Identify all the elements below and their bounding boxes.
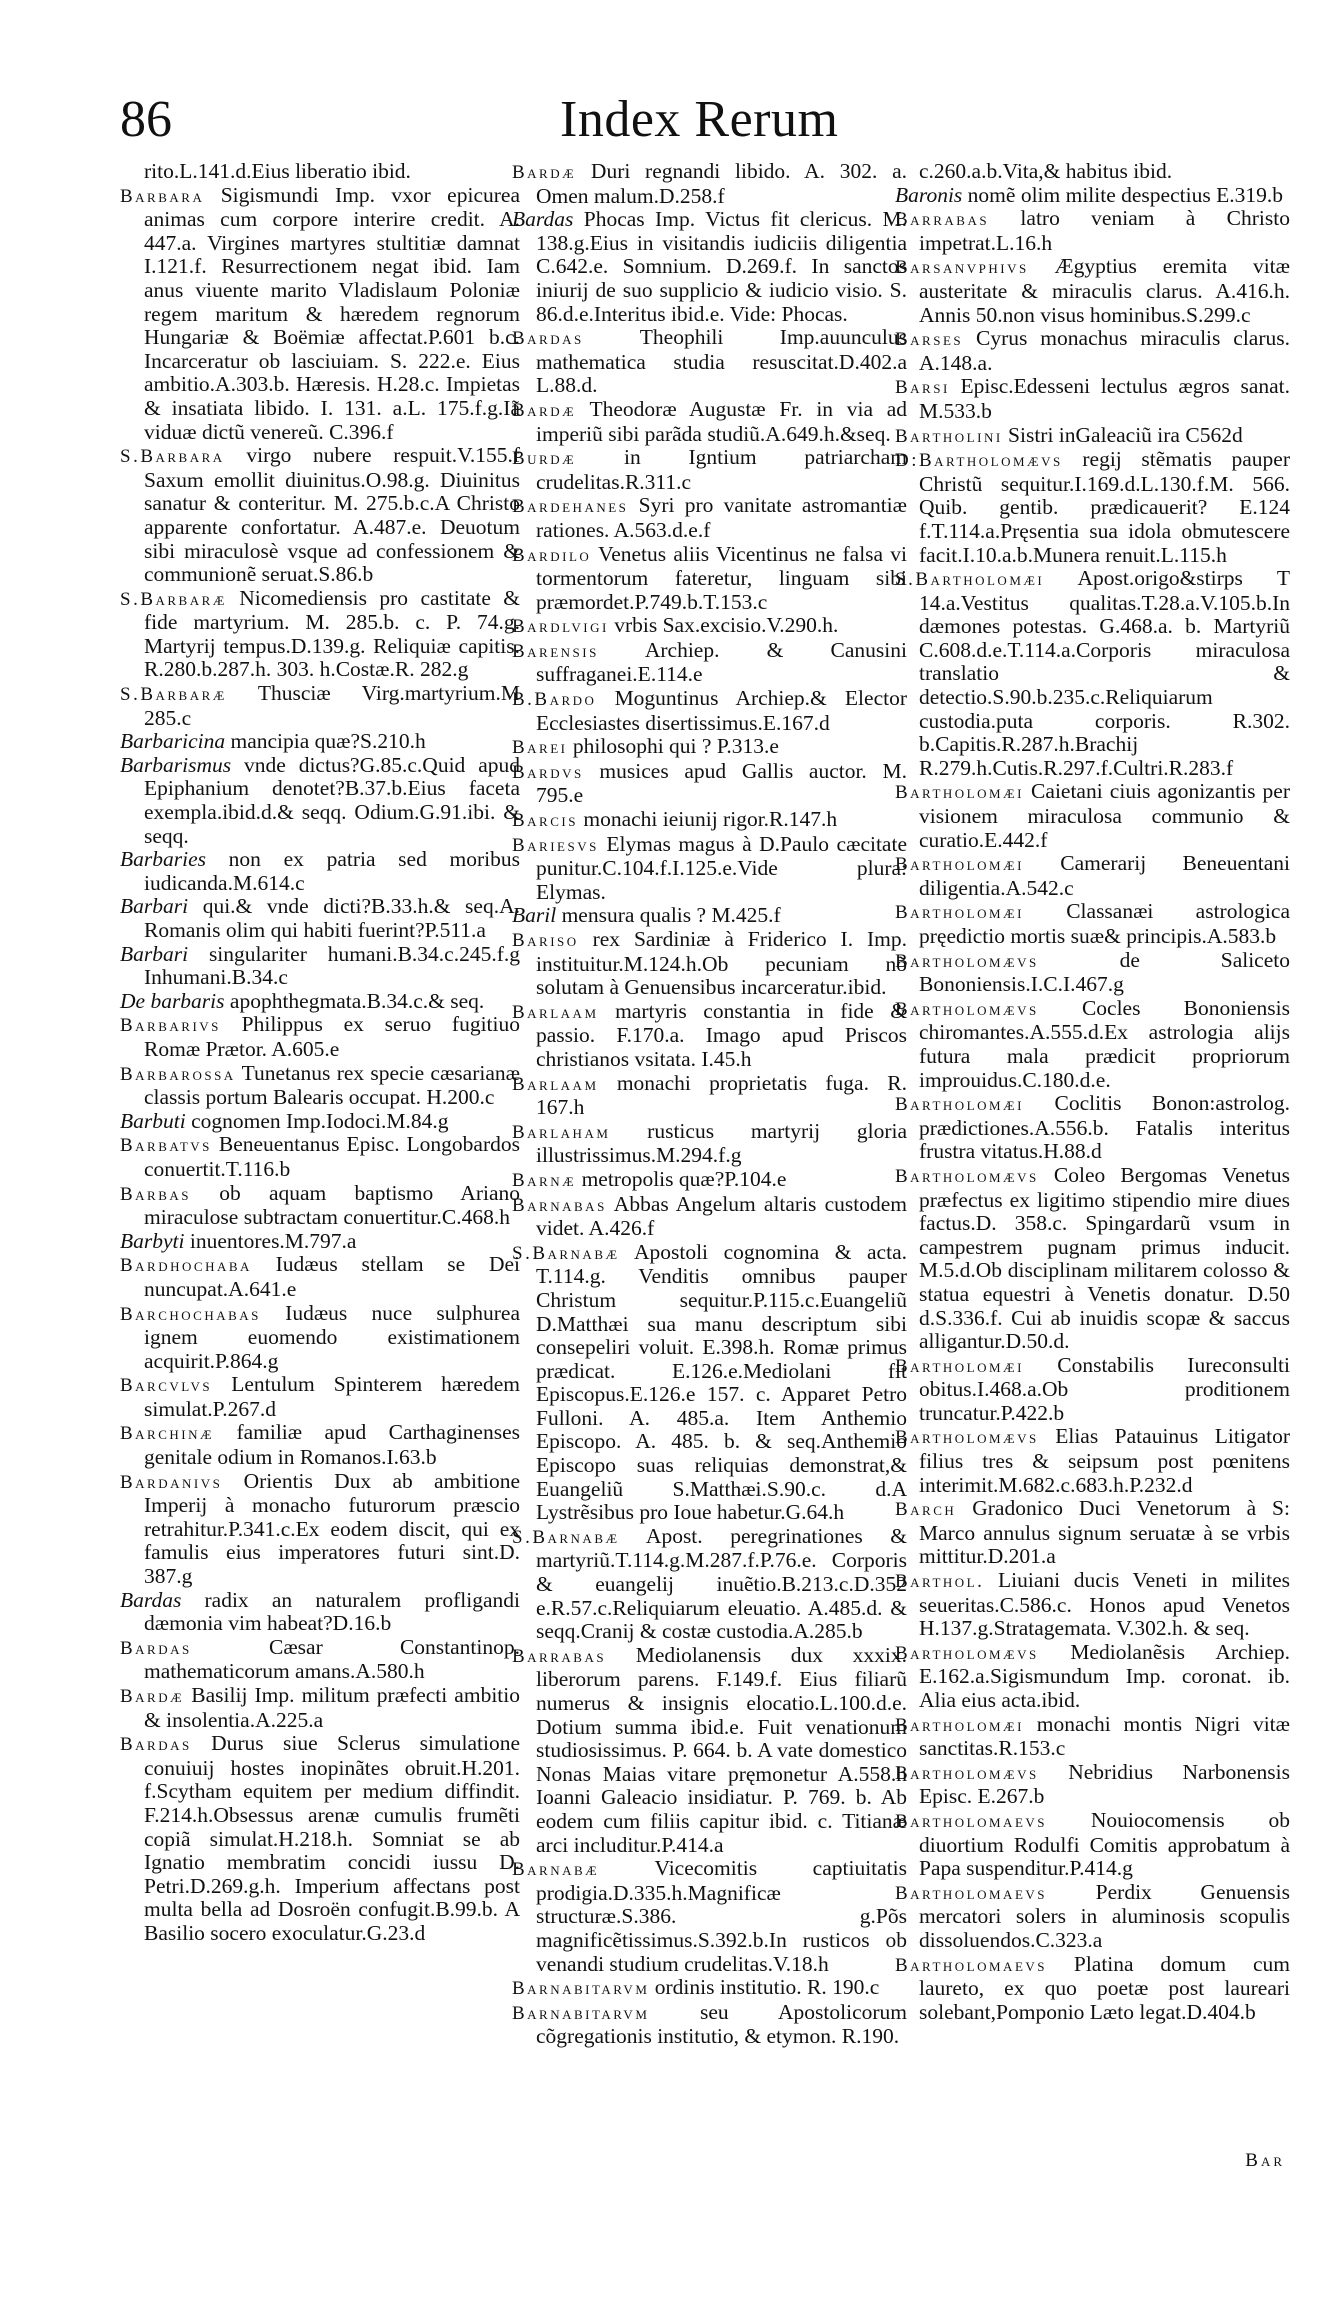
index-entry xyxy=(120,444,520,587)
entry-text: Nicomediensis pro castitate & fide martyrium. M. 285.b. c. P. 74.g. Martyrij tempus.D.139.g. Reliquiæ capitis. R.280.b.287.h. 303. h.Costæ.R. 282.g xyxy=(144,585,520,682)
entry-headword: Burdæ xyxy=(512,448,577,470)
index-entry xyxy=(120,1253,520,1301)
entry-text: cognomen Imp.Iodoci.M.84.g xyxy=(185,1108,449,1133)
entry-text: inuentores.M.797.a xyxy=(184,1228,357,1253)
entry-headword: Bartholomæi xyxy=(895,902,1024,924)
entry-text: Apostoli cognomina & acta. T.114.g. Venditis omnibus pauper Christum sequitur.P.115.c.Euangeliũ D.Matthæi sua manu descriptum sibi consepeliri voluit. E.398.h. Romæ primus prædicat. E.126.e.Mediolani fit Episcopus.E.126.e 157. c. Apparet Petro Fulloni. A. 485.a. Item Anthemio Episcopo. A. 485. b. & seq.Anthemio Episcopo suas reliquias demonstrat,& Euangeliũ S.Matthæi.S.90.c. d.A Lystrẽsibus pro Ioue habetur.G.64.h xyxy=(536,1239,907,1525)
entry-text: Classanæi astrologica pręedictio mortis suæ& principis.A.583.b xyxy=(919,899,1290,948)
entry-headword: Bardas xyxy=(120,1637,192,1659)
index-entry xyxy=(895,424,1290,449)
entry-headword: Barch xyxy=(895,1499,957,1521)
entry-headword: S.Barbaræ xyxy=(120,684,227,706)
entry-headword: Bartholomæi xyxy=(895,1714,1024,1736)
entry-text: Cyrus monachus miraculis clarus. A.148.a. xyxy=(919,326,1290,375)
index-entry xyxy=(512,1644,907,1857)
entry-text: Phocas Imp. Victus fit clericus. M. 138.g.Eius in visitandis iudiciis diligentia C.642.e. Somnium. D.269.f. In sanctos iniurij de suo supplicio & iudicio visio. S. 86.d.e.Interitus ibid.e. Vide: Phocas. xyxy=(536,207,907,326)
index-entry xyxy=(895,949,1290,997)
entry-text: de Saliceto Bononiensis.I.C.I.467.g xyxy=(919,947,1290,997)
entry-text: qui.& vnde dicti?B.33.h.& seq.A. Romanis olim qui habiti fuerint?P.511.a xyxy=(144,894,520,942)
entry-headword: S.Barnabæ xyxy=(512,1526,620,1548)
index-entry xyxy=(512,398,907,446)
entry-headword: Barcvlvs xyxy=(120,1375,213,1397)
entry-text: rex Sardiniæ à Friderico I. Imp. instituitur.M.124.h.Ob pecuniam nõ solutam à Genuensibus incarceratur.ibid. xyxy=(536,927,907,1000)
entry-text: in Igntium patriarcham crudelitas.R.311.c xyxy=(536,445,907,494)
entry-text: Venetus aliis Vicentinus ne falsa vi tormentorum fateretur, linguam sibi præmordet.P.749.b.T.153.c xyxy=(536,541,907,614)
index-entry xyxy=(120,1589,520,1636)
index-entry xyxy=(512,1072,907,1120)
entry-text: musices apud Gallis auctor. M. 795.e xyxy=(536,758,907,808)
index-entry xyxy=(512,160,907,208)
entry-text: Duri regnandi libido. A. 302. a. Omen malum.D.258.f xyxy=(536,159,907,208)
index-entry xyxy=(512,1168,907,1193)
index-column-right xyxy=(895,160,1290,2024)
index-entry xyxy=(120,682,520,730)
entry-text: monachi proprietatis fuga. R. 167.h xyxy=(536,1070,907,1120)
entry-headword: Bartholomævs xyxy=(895,1642,1039,1664)
entry-text: Beneuentanus Episc. Longobardos conuertit.T.116.b xyxy=(144,1132,520,1181)
entry-text: Platina domum cum laureto, ex quo poetæ post laureari solebant,Pomponio Læto legat.D.404.b xyxy=(919,1951,1290,2024)
entry-text: Caietani ciuis agonizantis per visionem miraculosa communio & curatio.E.442.f xyxy=(919,779,1290,852)
entry-headword: Barrabas xyxy=(512,1645,607,1667)
index-entry xyxy=(120,895,520,942)
entry-text: Cocles Bononiensis chiromantes.A.555.d.Ex astrologia alijs futura mala prædicit propriorum improuidus.C.180.d.e. xyxy=(919,995,1290,1092)
entry-headword: Barbarismus xyxy=(120,752,232,777)
entry-text: virgo nubere respuit.V.155.f Saxum emollit diuinitus.O.98.g. Diuinitus sanatur & conteritur. M. 275.b.c.A Christo apparente confortatur. A.487.e. Deuotum sibi miraculosè vsque ad confessionem & communionẽ seruat.S.86.b xyxy=(144,443,520,587)
entry-text: Theodoræ Augustæ Fr. in via ad imperiũ sibi parãda studiũ.A.649.h.&seq. xyxy=(536,396,907,446)
entry-text: Sigismundi Imp. vxor epicurea animas cum corpore interire credit. A. 447.a. Virgines martyres stultitiæ damnat I.121.f. Resurrectionem negat ibid. Iam anus viuente marito Vladislaum Poloniæ regem maritum & hæredem regnorum Hungariæ & Boëmiæ affectat.P.601 b.c. Incarceratur ob lasciuiam. S. 222.e. Eius ambitio.A.303.b. Hæresis. H.28.c. Impietas & insatiata libido. I. 131. a.L. 175.f.g.Iã viduæ dictũ venereũ. C.396.f xyxy=(144,182,520,444)
entry-headword: Bartholomævs xyxy=(895,950,1039,972)
entry-headword: Barbaricina xyxy=(120,729,226,754)
index-entry xyxy=(120,184,520,445)
entry-headword: Bardlvigi xyxy=(512,616,609,638)
entry-text: apophthegmata.B.34.c.& seq. xyxy=(224,988,485,1013)
index-entry xyxy=(512,833,907,905)
entry-headword: Bariesvs xyxy=(512,834,599,856)
entry-headword: Bardas xyxy=(512,328,584,350)
entry-headword: Bartholomaevs xyxy=(895,1810,1048,1832)
entry-text: mancipia quæ?S.210.h xyxy=(225,729,426,754)
index-entry xyxy=(120,1732,520,1945)
entry-text: Vicecomitis captiuitatis prodigia.D.335.h.Magnificæ structuræ.S.386. g.Põs magnificẽtissimus.S.392.b.In rusticos ob venandi studium crudelitas.V.18.h xyxy=(536,1856,907,1976)
entry-headword: De barbaris xyxy=(120,988,225,1013)
entry-text: latro veniam à Christo impetrat.L.16.h xyxy=(919,206,1290,255)
entry-headword: Barbatvs xyxy=(120,1135,212,1157)
entry-headword: Bartholomaevs xyxy=(895,1954,1048,1976)
index-column-middle xyxy=(512,160,907,2049)
entry-headword: Barnæ xyxy=(512,1169,577,1191)
entry-headword: Barchinæ xyxy=(120,1423,215,1445)
index-entry xyxy=(512,928,907,1000)
index-entry xyxy=(895,184,1290,208)
entry-headword: Barses xyxy=(895,329,964,351)
index-entry xyxy=(895,1809,1290,1881)
entry-headword: S.Barnabæ xyxy=(512,1242,620,1264)
entry-text: rito.L.141.d.Eius liberatio ibid. xyxy=(144,159,411,183)
index-entry xyxy=(895,1953,1290,2025)
entry-text: Ægyptius eremita vitæ austeritate & miraculis clarus. A.416.h. Annis 50.non visus hominibus.S.299.c xyxy=(919,254,1290,327)
entry-headword: Barchochabas xyxy=(120,1303,261,1325)
index-entry xyxy=(120,1421,520,1469)
index-entry xyxy=(120,160,520,184)
entry-text: radix an naturalem profligandi dæmonia vim habeat?D.16.b xyxy=(144,1587,520,1636)
entry-headword: Barbyti xyxy=(120,1228,185,1253)
entry-headword: Barbuti xyxy=(120,1108,186,1133)
entry-headword: Barcis xyxy=(512,810,578,832)
index-entry xyxy=(512,326,907,398)
index-entry xyxy=(120,1373,520,1421)
index-entry xyxy=(120,754,520,848)
index-entry xyxy=(120,1230,520,1254)
entry-headword: Barbaries xyxy=(120,847,206,872)
index-entry xyxy=(895,780,1290,852)
index-entry xyxy=(895,997,1290,1092)
running-head-title: Index Rerum xyxy=(560,91,839,148)
entry-text: Iudæus nuce sulphurea ignem euomendo existimationem acquirit.P.864.g xyxy=(144,1300,520,1373)
entry-headword: Bardas xyxy=(120,1734,192,1756)
index-entry xyxy=(895,255,1290,327)
entry-headword: Barlaham xyxy=(512,1121,611,1143)
index-entry xyxy=(512,1857,907,1976)
entry-text: Elymas magus à D.Paulo cæcitate punitur.C.104.f.I.125.e.Vide plura: Elymas. xyxy=(536,831,907,904)
entry-headword: Barsanvphivs xyxy=(895,257,1029,279)
entry-text: ob aquam baptismo Ariano miraculose subtractam conuertitur.C.468.h xyxy=(144,1180,520,1230)
index-entry xyxy=(895,567,1290,780)
entry-headword: Bardas xyxy=(512,207,574,232)
entry-text: c.260.a.b.Vita,& habitus ibid. xyxy=(919,159,1173,183)
index-entry xyxy=(512,446,907,494)
index-entry xyxy=(120,1062,520,1110)
entry-text: Liuiani ducis Veneti in milites seueritas.C.586.c. Honos apud Venetos H.137.g.Stratagemata. V.302.h. & seq. xyxy=(919,1568,1290,1641)
index-entry xyxy=(512,2001,907,2049)
index-entry xyxy=(120,587,520,682)
entry-headword: Bartholomaevs xyxy=(895,1882,1048,1904)
entry-text: Elias Patauinus Litigator filius tres & seipsum post pœnitens interimit.M.682.c.683.h.P.232.d xyxy=(919,1424,1290,1497)
entry-headword: Baril xyxy=(512,903,557,928)
entry-text: Iudæus stellam se Dei nuncupat.A.641.e xyxy=(144,1252,520,1301)
index-entry xyxy=(512,639,907,687)
entry-text: metropolis quæ?P.104.e xyxy=(576,1166,787,1191)
index-entry xyxy=(895,1092,1290,1164)
index-entry xyxy=(120,1302,520,1374)
entry-headword: Barbari xyxy=(120,941,189,966)
index-entry xyxy=(895,1164,1290,1354)
entry-headword: Bartholomæi xyxy=(895,854,1024,876)
index-entry xyxy=(895,1881,1290,1953)
entry-headword: Barbarossa xyxy=(120,1063,236,1085)
index-entry xyxy=(895,900,1290,948)
entry-text: ordinis institutio. R. 190.c xyxy=(649,1975,880,2000)
index-entry xyxy=(512,1525,907,1644)
index-entry xyxy=(512,1000,907,1072)
entry-text: Mediolanẽsis Archiep. E.162.a.Sigismundum Imp. coronat. ib. Alia eius acta.ibid. xyxy=(919,1639,1290,1712)
index-entry xyxy=(120,1133,520,1181)
entry-text: Basilij Imp. militum præfecti ambitio & insolentia.A.225.a xyxy=(144,1683,520,1732)
entry-text: vnde dictus?G.85.c.Quid apud Epiphanium denotet?B.37.b.Eius faceta exempla.ibid.d.& seqq. Odium.G.91.ibi. & seqq. xyxy=(144,752,520,848)
entry-headword: Bardilo xyxy=(512,544,592,566)
entry-text: Cæsar Constantinop. mathematicorum amans.A.580.h xyxy=(144,1634,520,1684)
entry-text: Philippus ex seruo fugitiuo Romæ Prætor. A.605.e xyxy=(144,1012,520,1061)
index-entry xyxy=(512,543,907,615)
entry-headword: Bardæ xyxy=(512,162,577,183)
index-entry xyxy=(895,1354,1290,1426)
entry-text: Lentulum Spinterem hæredem simulat.P.267.d xyxy=(144,1372,520,1421)
entry-text: Perdix Genuensis mercatori solers in aluminosis scopulis dissoluendos.C.323.a xyxy=(919,1879,1290,1952)
entry-text: Episc.Edesseni lectulus ægros sanat. M.533.b xyxy=(919,374,1290,423)
entry-text: regij stẽmatis pauper Christũ sequitur.I.169.d.L.130.f.M. 566. Quib. gentib. prædicauerit? E.124 f.T.114.a.Pręsentia sua idola obmutescere facit.I.10.a.b.Munera renuit.L.115.h xyxy=(919,447,1290,567)
index-entry xyxy=(895,1569,1290,1641)
entry-headword: Baronis xyxy=(895,182,963,207)
entry-headword: B.Bardo xyxy=(512,689,597,711)
entry-text: Syri pro vanitate astromantiæ rationes. A.563.d.e.f xyxy=(536,493,907,542)
index-entry xyxy=(120,1470,520,1589)
entry-text: Durus siue Sclerus simulatione conuiuij hostes inopinãtes obruit.H.201. f.Scytham equitem per medium diffindit. F.214.h.Obsessus arenæ cumulis frumẽti copiã simulat.H.218.h. Somniat se ab Ignatio membratim concidi iussu D. Petri.D.269.g.h. Imperium affectans post multa bella ad Dosroën confugit.B.99.b. A Basilio socero exoculatur.G.23.d xyxy=(144,1731,520,1945)
entry-headword: Bardas xyxy=(120,1587,182,1612)
catchword: Bar xyxy=(1245,2150,1285,2171)
entry-headword: Bartholomævs xyxy=(895,998,1039,1020)
index-entry xyxy=(512,1976,907,2001)
entry-text: Mediolanensis dux xxxix. liberorum parens. F.149.f. Eius filiarũ numerus & insignis elocatio.L.100.d.e. Dotium summa ibid.e. Fuit venationum studiosissimus. P. 664. b. A vate domestico Nonas Maias vitare pręmonetur A.558.h Ioanni Galeacio insidiatur. P. 769. b. Ab eodem cum filiis capitur ibid. c. Titianæ arci includitur.P.414.a xyxy=(536,1642,907,1857)
entry-text: Apost. peregrinationes & martyriũ.T.114.g.M.287.f.P.76.e. Corporis & euangelij inuẽtio.B.213.c.D.352 e.R.57.c.Reliquiarum eleuatio. A.485.d. & seqq.Cranij & costæ custodia.A.285.b xyxy=(536,1523,907,1644)
entry-text: vrbis Sax.excisio.V.290.h. xyxy=(608,613,839,638)
entry-headword: Barlaam xyxy=(512,1073,599,1095)
entry-text: Orientis Dux ab ambitione Imperij à monacho futurorum præscio retrahitur.P.341.c.Ex eodem discit, qui ex famulis eius imperatores futuri sint.D. 387.g xyxy=(144,1468,520,1589)
entry-text: monachi montis Nigri vitæ sanctitas.R.153.c xyxy=(919,1711,1290,1761)
index-entry xyxy=(120,990,520,1014)
entry-text: familiæ apud Carthaginenses genitale odium in Romanos.I.63.b xyxy=(144,1420,520,1470)
entry-headword: Barei xyxy=(512,737,568,759)
index-entry xyxy=(120,848,520,895)
entry-headword: Bartholomæi xyxy=(895,782,1024,804)
index-entry xyxy=(512,760,907,808)
entry-headword: Bartholini xyxy=(895,425,1003,447)
entry-headword: S.Barbara xyxy=(120,446,225,468)
entry-headword: Barbara xyxy=(120,185,205,207)
entry-headword: Bartholomæi xyxy=(895,1094,1024,1116)
entry-text: Moguntinus Archiep.& Elector Ecclesiastes disertissimus.E.167.d xyxy=(536,686,907,735)
entry-headword: Bartholomævs xyxy=(895,1165,1039,1187)
entry-headword: Barensis xyxy=(512,640,599,662)
index-entry xyxy=(895,375,1290,423)
index-entry xyxy=(895,1425,1290,1497)
entry-text: Coclitis Bonon:astrolog. prædictiones.A.556.b. Fatalis interitus frustra vitatus.H.88.d xyxy=(919,1091,1290,1164)
entry-headword: Barbarivs xyxy=(120,1015,221,1037)
page-number: 86 xyxy=(120,91,172,148)
entry-text: Camerarij Beneuentani diligentia.A.542.c xyxy=(919,851,1290,900)
entry-text: Tunetanus rex specie cæsarianæ classis portum Balearis occupat. H.200.c xyxy=(144,1060,520,1110)
entry-headword: Barbas xyxy=(120,1183,192,1205)
entry-headword: Bardehanes xyxy=(512,496,629,518)
index-entry xyxy=(120,943,520,990)
entry-headword: Barsi xyxy=(895,377,950,399)
index-entry xyxy=(895,160,1290,184)
index-entry xyxy=(895,327,1290,375)
index-entry xyxy=(512,614,907,639)
entry-headword: Bardvs xyxy=(512,761,584,783)
index-entry xyxy=(895,1497,1290,1569)
entry-headword: Barnabitarvm xyxy=(512,1978,650,2000)
index-entry xyxy=(895,1641,1290,1713)
entry-headword: Bartholomæi xyxy=(895,1355,1024,1377)
index-column-left xyxy=(120,160,520,1946)
index-entry xyxy=(512,1120,907,1168)
entry-text: Coleo Bergomas Venetus præfectus ex ligitimo stipendio mire diues factus.D. 358.c. Spingardarũ vsum in campestrem pugnam primus inducit. M.5.d.Ob disciplinam militarem colosso & statua equestri à Venetis donatur. D.50 d.S.336.f. Cui ab inuidis scopæ & saccus alligantur.D.50.d. xyxy=(919,1162,1290,1354)
entry-headword: Bardæ xyxy=(120,1686,185,1707)
entry-text: mensura qualis ? M.425.f xyxy=(556,903,781,928)
entry-text: Constabilis Iureconsulti obitus.I.468.a.Ob proditionem truncatur.P.422.b xyxy=(919,1352,1290,1425)
index-entry xyxy=(895,207,1290,255)
entry-text: Theophili Imp.auunculus mathematica studia resuscitat.D.402.a L.88.d. xyxy=(536,325,907,398)
index-entry xyxy=(512,1241,907,1525)
index-entry xyxy=(120,1684,520,1732)
index-entry xyxy=(120,1182,520,1230)
entry-headword: Barrabas xyxy=(895,209,990,231)
entry-headword: Bardhochaba xyxy=(120,1255,252,1277)
index-entry xyxy=(512,735,907,760)
entry-headword: S.Barbaræ xyxy=(120,588,227,610)
entry-headword: Barbari xyxy=(120,894,189,919)
entry-headword: Bariso xyxy=(512,930,579,951)
entry-text: non ex patria sed moribus iudicanda.M.614.c xyxy=(144,847,520,895)
entry-text: Apost.origo&stirps T 14.a.Vestitus qualitas.T.28.a.V.105.b.In dæmones potestas. G.468.a. b. Martyriũ C.608.d.e.T.114.a.Corporis miraculosa translatio & detectio.S.90.b.235.c.Reliquiarum custodia.puta corporis. R.302. b.Capitis.R.287.h.Brachij R.279.h.Cutis.R.297.f.Cultri.R.283.f xyxy=(919,566,1290,780)
entry-text: monachi ieiunij rigor.R.147.h xyxy=(577,807,838,832)
index-entry xyxy=(120,730,520,754)
entry-headword: Barnabas xyxy=(512,1194,607,1216)
entry-text: Nouiocomensis ob diuortium Rodulfi Comitis approbatum à Papa suspenditur.P.414.g xyxy=(919,1807,1290,1881)
entry-headword: S.Bartholomæi xyxy=(895,569,1045,591)
index-entry xyxy=(512,494,907,542)
index-entry xyxy=(895,1761,1290,1809)
index-entry xyxy=(120,1110,520,1134)
entry-text: rusticus martyrij gloria illustrissimus.M.294.f.g xyxy=(536,1118,907,1168)
index-entry xyxy=(512,208,907,326)
entry-text: martyris constantia in fide & passio. F.170.a. Imago apud Priscos christianos vsitata. I.45.h xyxy=(536,998,907,1071)
entry-headword: Barnabæ xyxy=(512,1859,600,1881)
index-entry xyxy=(895,1713,1290,1761)
index-entry xyxy=(120,1636,520,1684)
index-entry xyxy=(512,687,907,735)
entry-headword: Bartholomævs xyxy=(895,1427,1039,1449)
entry-text: nomẽ olim milite despectius E.319.b xyxy=(962,182,1283,207)
entry-text: Sistri inGaleaciũ ira C562d xyxy=(1002,422,1243,447)
entry-text: philosophi qui ? P.313.e xyxy=(567,734,779,759)
entry-text: Gradonico Duci Venetorum à S: Marco annulus signum seruatæ à se vrbis mittitur.D.201.a xyxy=(919,1496,1290,1569)
entry-headword: Barlaam xyxy=(512,1001,599,1023)
entry-headword: D:Bartholomævs xyxy=(895,450,1063,472)
entry-headword: Bardæ xyxy=(512,399,577,421)
index-entry xyxy=(512,1193,907,1241)
entry-text: singulariter humani.B.34.c.245.f.g Inhumani.B.34.c xyxy=(144,941,520,990)
index-entry xyxy=(512,904,907,928)
entry-text: Nebridius Narbonensis Episc. E.267.b xyxy=(919,1759,1290,1809)
entry-text: Archiep. & Canusini suffraganei.E.114.e xyxy=(536,637,907,687)
index-entry xyxy=(120,1013,520,1061)
entry-headword: Barnabitarvm xyxy=(512,2002,650,2024)
entry-headword: Bardanivs xyxy=(120,1471,223,1493)
entry-text: Thusciæ Virg.martyrium.M 285.c xyxy=(144,681,520,730)
index-entry xyxy=(895,448,1290,567)
entry-headword: Bartholomævs xyxy=(895,1762,1039,1784)
index-entry xyxy=(895,852,1290,900)
index-entry xyxy=(512,808,907,833)
entry-headword: Barthol. xyxy=(895,1571,985,1593)
entry-text: seu Apostolicorum cõgregationis institutio, & etymon. R.190. xyxy=(536,1999,907,2049)
entry-text: Abbas Angelum altaris custodem videt. A.426.f xyxy=(536,1191,907,1241)
